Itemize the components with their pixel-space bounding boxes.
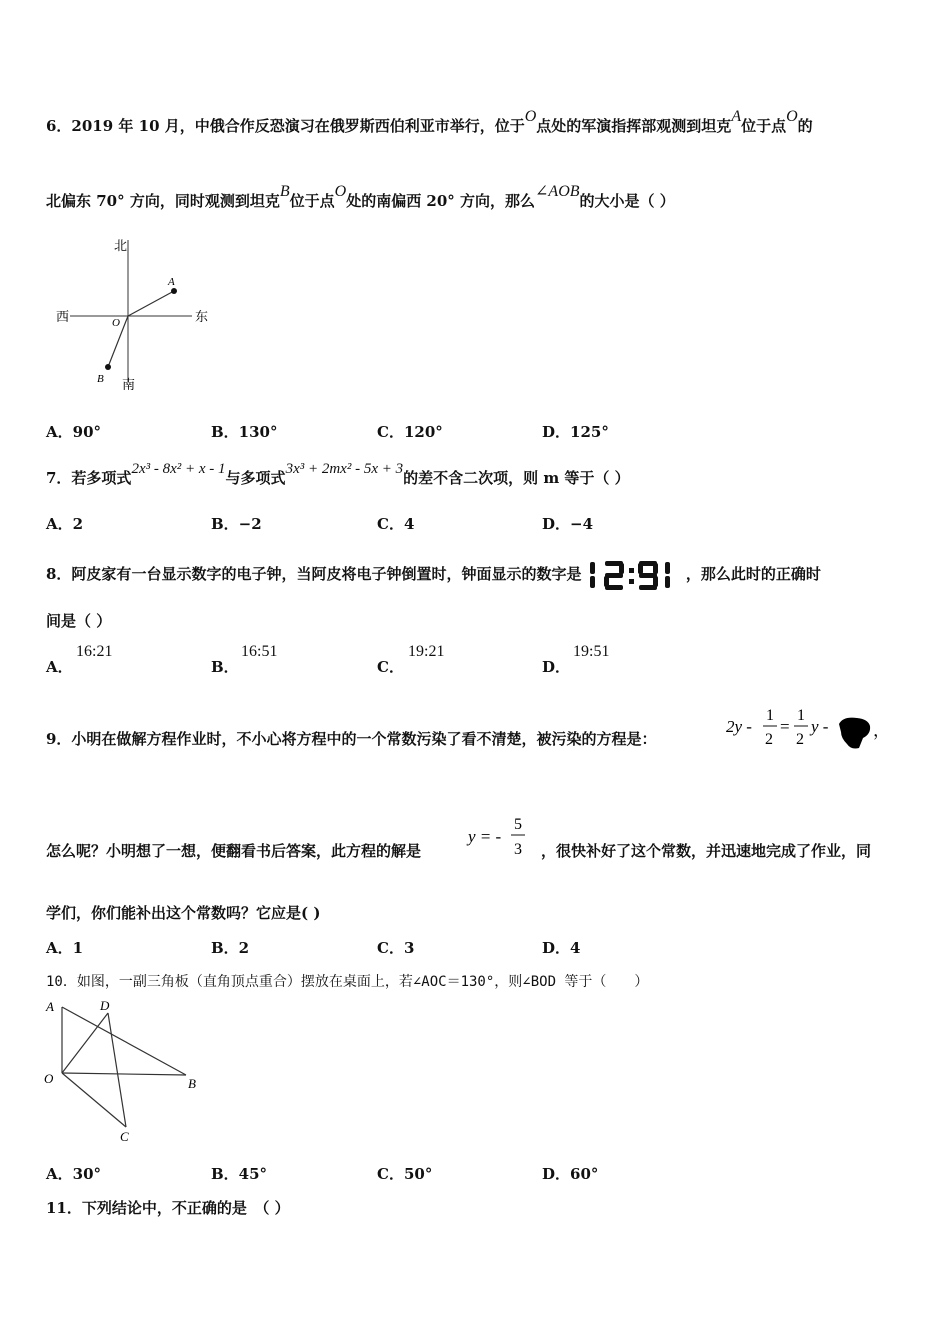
svg-text:2: 2 — [796, 731, 804, 748]
q7-line: 7．若多项式2x³ - 8x² + x - 1与多项式3x³ + 2mx² - 5x + 3的差不含二次项，则 m 等于（ ） — [46, 461, 630, 487]
q7-option-c[interactable]: C．4 — [377, 515, 415, 533]
q10-line: 10．如图，一副三角板（直角顶点重合）摆放在桌面上，若∠AOC＝130°，则∠BOD 等于（ ） — [46, 974, 649, 990]
q8-option-a[interactable]: A． — [46, 658, 73, 676]
svg-text:y = -: y = - — [468, 827, 502, 846]
svg-text:3: 3 — [514, 841, 522, 858]
label-D: D — [100, 998, 110, 1013]
label-B: B — [97, 373, 104, 385]
var-A: A — [731, 108, 742, 125]
label-south: 南 — [122, 377, 136, 392]
q10-option-d[interactable]: D．60° — [542, 1165, 599, 1183]
label-A: A — [46, 999, 54, 1014]
label-east: 东 — [195, 309, 209, 324]
svg-text:，: ， — [873, 721, 890, 740]
label-west: 西 — [56, 309, 70, 324]
svg-text:1: 1 — [797, 707, 805, 724]
q10-option-b[interactable]: B．45° — [211, 1165, 268, 1183]
q10-option-a[interactable]: A．30° — [46, 1165, 102, 1183]
q10-option-c[interactable]: C．50° — [377, 1165, 433, 1183]
label-C: C — [120, 1129, 129, 1144]
angle-AOB: ∠AOB — [535, 183, 580, 200]
q8-option-d[interactable]: D． — [542, 658, 571, 676]
q6-compass-figure — [52, 232, 222, 394]
q8-option-b[interactable]: B． — [211, 658, 239, 676]
var-O: O — [334, 183, 347, 200]
q8-option-c-value: 19:21 — [408, 643, 445, 660]
var-O: O — [786, 108, 798, 125]
q6-option-c[interactable]: C．120° — [377, 423, 443, 441]
q6-option-b[interactable]: B．130° — [211, 423, 278, 441]
q7-option-a[interactable]: A．2 — [46, 515, 84, 533]
label-north: 北 — [114, 238, 128, 253]
q10-triangles-figure — [40, 995, 210, 1145]
q9-option-d[interactable]: D．4 — [542, 939, 581, 957]
polynomial-2: 3x³ + 2mx² - 5x + 3 — [285, 461, 404, 477]
q9-solution — [466, 812, 542, 864]
svg-text:5: 5 — [514, 816, 522, 833]
q9-line-2-cont: ，很快补好了这个常数，并迅速地完成了作业，同 — [541, 842, 872, 860]
q9-option-b[interactable]: B．2 — [211, 939, 250, 957]
q8-option-a-value: 16:21 — [76, 643, 113, 660]
q6-line-1: 6．2019 年 10 月，中俄合作反恐演习在俄罗斯西伯利亚市举行，位于O点处的军演指挥部观测到坦克A位于点O的 — [46, 108, 813, 135]
var-B: B — [279, 183, 290, 200]
q8-line-1: 8．阿皮家有一台显示数字的电子钟，当阿皮将电子钟倒置时，钟面显示的数字是 ，那么此时的正确时 — [46, 560, 821, 590]
q9-equation — [723, 704, 893, 754]
q8-option-c[interactable]: C． — [377, 658, 404, 676]
q9-line-2: 怎么呢？小明想了一想，便翻看书后答案，此方程的解是 — [46, 842, 422, 860]
svg-text:2: 2 — [765, 731, 773, 748]
polynomial-1: 2x³ - 8x² + x - 1 — [131, 461, 226, 477]
svg-text:1: 1 — [766, 707, 774, 724]
label-O: O — [44, 1071, 54, 1086]
q8-option-d-value: 19:51 — [573, 643, 610, 660]
digital-clock-image — [587, 560, 681, 590]
svg-text:=: = — [780, 717, 790, 736]
q9-option-c[interactable]: C．3 — [377, 939, 415, 957]
q9-line-1: 9．小明在做解方程作业时，不小心将方程中的一个常数污染了看不清楚，被污染的方程是： — [46, 730, 657, 748]
label-A: A — [168, 276, 175, 288]
q6-option-d[interactable]: D．125° — [542, 423, 609, 441]
q9-option-a[interactable]: A．1 — [46, 939, 84, 957]
q11-line: 11．下列结论中，不正确的是 （ ） — [46, 1199, 290, 1217]
q6-line-2: 北偏东 70° 方向，同时观测到坦克B位于点O处的南偏西 20° 方向，那么∠AOB的大小是（ ） — [46, 183, 675, 210]
q9-line-3: 学们，你们能补出这个常数吗？它应是( ) — [46, 904, 321, 922]
q8-option-b-value: 16:51 — [241, 643, 278, 660]
q8-line-2: 间是（ ） — [46, 612, 112, 630]
label-O: O — [112, 317, 120, 329]
var-O: O — [524, 108, 537, 125]
svg-text:y -: y - — [811, 717, 829, 736]
q7-option-d[interactable]: D．−4 — [542, 515, 594, 533]
svg-text:2y -: 2y - — [726, 717, 752, 736]
q6-option-a[interactable]: A．90° — [46, 423, 102, 441]
q7-option-b[interactable]: B．−2 — [211, 515, 262, 533]
label-B: B — [188, 1076, 196, 1091]
ink-stain — [839, 718, 870, 749]
